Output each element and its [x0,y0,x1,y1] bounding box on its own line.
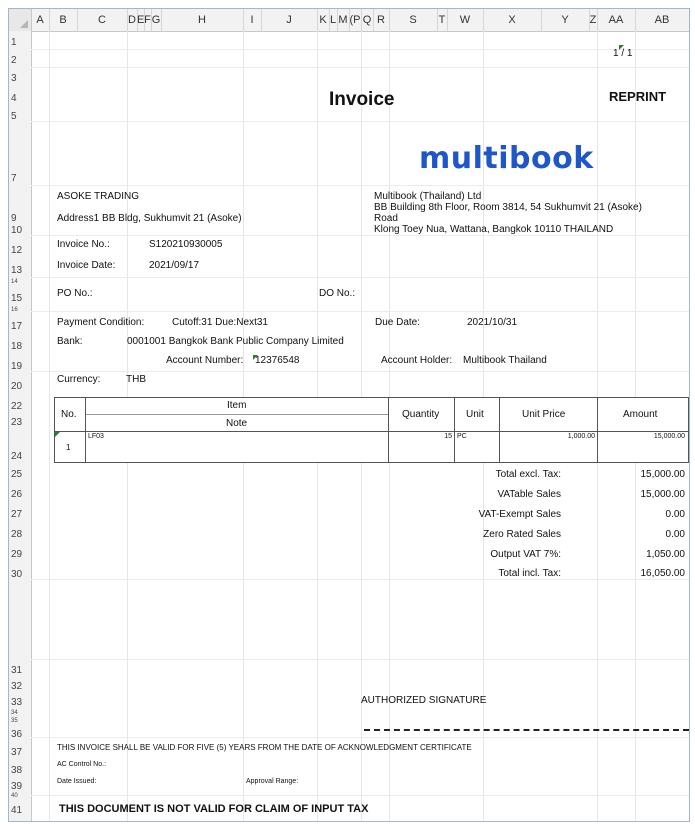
row-amount: 15,000.00 [653,433,685,440]
total-excl-tax-label: Total excl. Tax: [495,469,561,480]
column-header[interactable]: C [77,9,128,31]
col-note-header: Note [226,418,248,429]
invoice-title: Invoice [329,89,395,110]
company-logo: multibook [419,141,594,176]
account-number-value: 12376548 [255,355,300,366]
row-header[interactable]: 15 [11,293,23,304]
select-all-corner[interactable] [9,9,32,31]
column-header[interactable]: L [329,9,338,31]
total-excl-tax-value: 15,000.00 [640,469,685,480]
payment-condition-label: Payment Condition: [57,317,145,328]
column-header[interactable]: Z [589,9,598,31]
row-header[interactable]: 2 [11,55,17,66]
row-header[interactable]: 32 [11,681,23,692]
column-header[interactable]: I [243,9,262,31]
row-header[interactable]: 37 [11,747,23,758]
authorized-signature-label: AUTHORIZED SIGNATURE [361,695,487,706]
row-header[interactable]: 29 [11,549,23,560]
row-header[interactable]: 36 [11,729,23,740]
row-header[interactable]: 4 [11,93,17,104]
col-amount-header: Amount [623,409,658,420]
seller-name: ASOKE TRADING [57,191,140,202]
column-header[interactable]: X [483,9,542,31]
row-item: LF03 [88,433,104,440]
column-header[interactable]: B [49,9,78,31]
row-header[interactable]: 17 [11,321,23,332]
vat-exempt-sales-value: 0.00 [665,509,685,520]
column-header[interactable]: K [317,9,330,31]
payment-condition-value: Cutoff:31 Due:Next31 [172,317,268,328]
row-header[interactable]: 35 [11,718,18,724]
currency-label: Currency: [57,374,101,385]
row-header[interactable]: 39 [11,781,23,792]
total-incl-tax-value: 16,050.00 [640,568,685,579]
po-label: PO No.: [57,288,93,299]
row-unit: PC [457,433,467,440]
vatable-sales-value: 15,000.00 [640,489,685,500]
col-item-header: Item [227,400,247,411]
not-valid-notice: THIS DOCUMENT IS NOT VALID FOR CLAIM OF INPUT TAX [59,803,369,815]
column-header[interactable]: S [389,9,438,31]
due-date-value: 2021/10/31 [467,317,518,328]
bank-value: 0001001 Bangkok Bank Public Company Limited [127,336,344,347]
row-header[interactable]: 31 [11,665,23,676]
row-header[interactable]: 3 [11,73,17,84]
validity-notice: THIS INVOICE SHALL BE VALID FOR FIVE (5) YEARS FROM THE DATE OF ACKNOWLEDGMENT CERTIFICATE [57,743,472,752]
invoice-date-label: Invoice Date: [57,260,116,271]
currency-value: THB [126,374,146,385]
row-header[interactable]: 40 [11,793,18,799]
do-label: DO No.: [319,288,356,299]
row-header[interactable]: 1 [11,37,17,48]
row-no: 1 [66,443,71,452]
approval-range-label: Approval Range: [246,778,299,785]
row-header[interactable]: 24 [11,451,23,462]
account-holder-label: Account Holder: [381,355,453,366]
row-header[interactable]: 13 [11,265,23,276]
seller-address: Address1 BB Bldg, Sukhumvit 21 (Asoke) [57,213,242,224]
col-quantity-header: Quantity [402,409,440,420]
row-header[interactable]: 41 [11,805,23,816]
date-issued-label: Date Issued: [57,778,97,785]
vatable-sales-label: VATable Sales [497,489,561,500]
row-header-bar [9,31,32,821]
row-header[interactable]: 12 [11,245,23,256]
invoice-date-value: 2021/09/17 [149,260,200,271]
items-table [54,397,689,463]
row-header[interactable]: 18 [11,341,23,352]
due-date-label: Due Date: [375,317,421,328]
column-header[interactable]: H [161,9,244,31]
row-header[interactable]: 23 [11,417,23,428]
invoice-no-label: Invoice No.: [57,239,110,250]
col-unit-price-header: Unit Price [522,409,566,420]
buyer-address-line2: Road [374,213,398,224]
row-header[interactable]: 9 [11,213,17,224]
col-no-header: No. [61,409,77,420]
column-header[interactable]: D [127,9,138,31]
column-header[interactable]: W [447,9,484,31]
page-indicator: 1 / 1 [613,48,633,59]
ac-control-label: AC Control No.: [57,761,107,768]
vat-exempt-sales-label: VAT-Exempt Sales [478,509,561,520]
column-header-bar [9,9,689,32]
column-header[interactable]: E [137,9,145,31]
invoice-no-value: S120210930005 [149,239,223,250]
row-header[interactable]: 19 [11,361,23,372]
row-header[interactable]: 38 [11,765,23,776]
output-vat-value: 1,050.00 [646,549,685,560]
account-number-label: Account Number: [166,355,244,366]
column-header[interactable]: AA [597,9,636,31]
column-header[interactable]: G [151,9,162,31]
account-holder-value: Multibook Thailand [463,355,547,366]
signature-line [364,729,689,731]
row-header[interactable]: 7 [11,173,17,184]
output-vat-label: Output VAT 7%: [490,549,561,560]
column-header[interactable]: Q [361,9,374,31]
column-header[interactable]: M [337,9,350,31]
column-header[interactable]: J [261,9,318,31]
column-header[interactable]: (P [349,9,362,31]
row-header[interactable]: 28 [11,529,23,540]
reprint-label: REPRINT [609,89,667,104]
row-header[interactable]: 33 [11,697,23,708]
column-header[interactable]: A [31,9,50,31]
buyer-address-line3: Klong Toey Nua, Wattana, Bangkok 10110 THAILAND [374,224,614,235]
row-header[interactable]: 30 [11,569,23,580]
row-unit-price: 1,000.00 [567,433,595,440]
row-header[interactable]: 10 [11,225,23,236]
row-header[interactable]: 5 [11,111,17,122]
row-header[interactable]: 16 [11,307,18,313]
row-header[interactable]: 26 [11,489,23,500]
spreadsheet-sheet[interactable] [8,8,690,822]
row-header[interactable]: 27 [11,509,23,520]
zero-rated-sales-label: Zero Rated Sales [483,529,561,540]
column-header[interactable]: T [437,9,448,31]
column-header[interactable]: F [144,9,152,31]
total-incl-tax-label: Total incl. Tax: [498,568,561,579]
row-header[interactable]: 20 [11,381,23,392]
buyer-address-line1: BB Building 8th Floor, Room 3814, 54 Sukhumvit 21 (Asoke) [374,202,642,213]
row-header[interactable]: 22 [11,401,23,412]
column-header[interactable]: Y [541,9,590,31]
col-unit-header: Unit [466,409,484,420]
column-header[interactable]: R [373,9,390,31]
row-header[interactable]: 14 [11,279,18,285]
column-header[interactable]: AB [635,9,690,31]
row-quantity: 15 [444,433,452,440]
row-header[interactable]: 25 [11,469,23,480]
zero-rated-sales-value: 0.00 [665,529,685,540]
row-header[interactable]: 34 [11,710,18,716]
buyer-name: Multibook (Thailand) Ltd [374,191,482,202]
bank-label: Bank: [57,336,83,347]
